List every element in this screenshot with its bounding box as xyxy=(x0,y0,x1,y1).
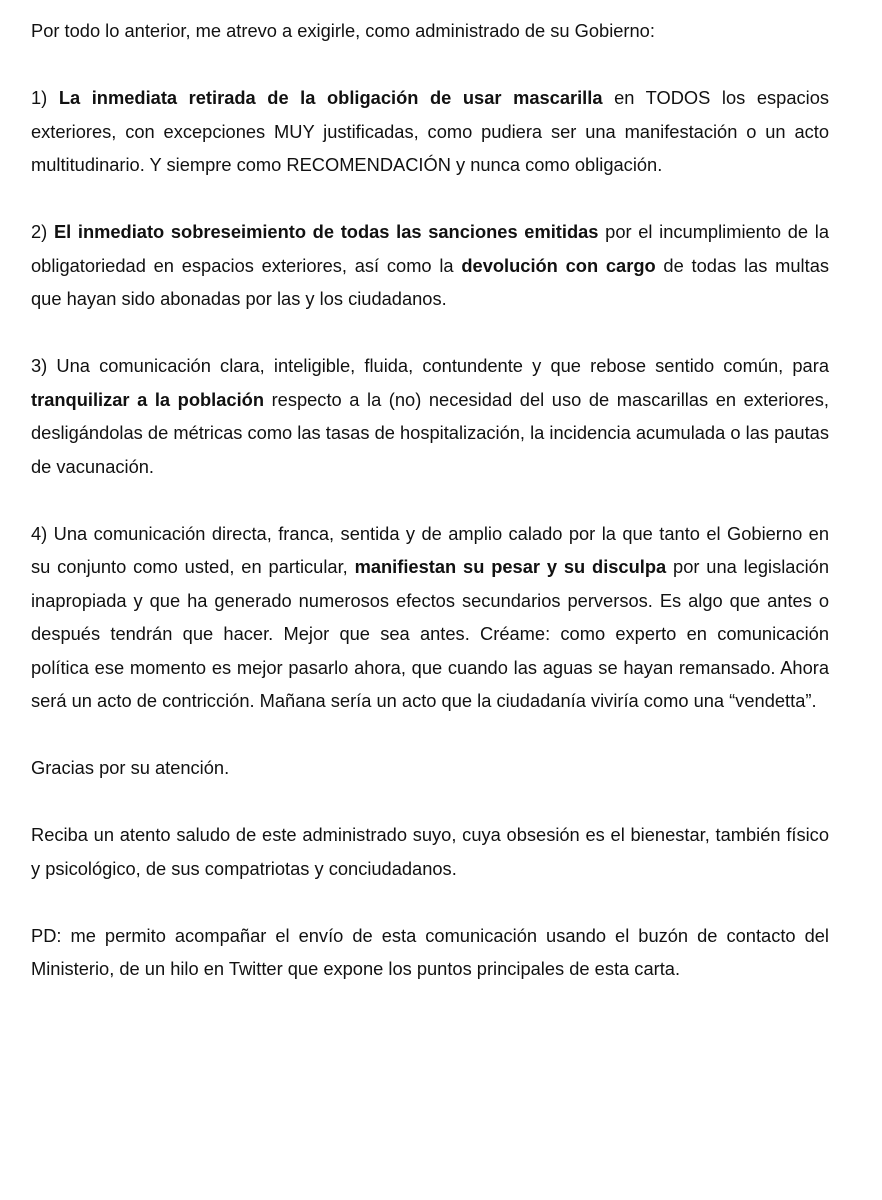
point-4-text-start: 4) Una comunicación directa, franca, sentida y de amplio calado por la que tanto el Gobierno en su conjunto como usted, en particular, xyxy=(31,522,829,577)
point-2-text-end: de todas las multas que hayan sido abonadas por las y los ciudadanos. xyxy=(31,254,829,309)
point-4-bold: manifiestan su pesar y su disculpa xyxy=(354,556,667,577)
point-3-bold: tranquilizar a la población xyxy=(31,388,264,410)
point-2-paragraph xyxy=(31,215,829,316)
point-2-bold-first: El inmediato sobreseimiento de todas las sanciones emitidas xyxy=(53,221,599,242)
thanks-text: Gracias por su atención. xyxy=(31,757,230,778)
point-1-prefix: 1) xyxy=(31,87,59,108)
point-2-bold-second: devolución con cargo xyxy=(461,254,656,276)
point-3-paragraph xyxy=(31,349,829,483)
point-3-text-start: 3) Una comunicación clara, inteligible, fluida, contundente y que rebose sentido común, para xyxy=(31,355,829,376)
intro-text: Por todo lo anterior, me atrevo a exigirle, como administrado de su Gobierno: xyxy=(31,20,655,41)
point-2-prefix: 2) xyxy=(31,221,54,242)
postscript-text: PD: me permito acompañar el envío de esta comunicación usando el buzón de contacto del Ministerio, de un hilo en Twitter que expone los puntos principales de esta carta. xyxy=(31,924,829,979)
point-3-text-end: respecto a la (no) necesidad del uso de mascarillas en exteriores, desligándolas de métricas como las tasas de hospitalización, la incidencia acumulada o las pautas de vacunación. xyxy=(31,388,829,477)
point-4-paragraph xyxy=(31,517,829,718)
point-1-bold: La inmediata retirada de la obligación de usar mascarilla xyxy=(58,87,603,108)
closing-text: Reciba un atento saludo de este administrado suyo, cuya obsesión es el bienestar, también físico y psicológico, de sus compatriotas y conciudadanos. xyxy=(31,824,829,879)
thanks-paragraph xyxy=(31,751,829,785)
point-2-text-mid: por el incumplimiento de la obligatoriedad en espacios exteriores, así como la xyxy=(31,221,829,276)
closing-paragraph xyxy=(31,818,829,885)
postscript-paragraph xyxy=(31,919,829,986)
letter-body xyxy=(31,14,829,1019)
point-1-paragraph xyxy=(31,81,829,182)
point-4-text-end: por una legislación inapropiada y que ha generado numerosos efectos secundarios perversos. Es algo que antes o después tendrán que hacer. Mejor que sea antes. Créame: como experto en comunicación política ese momento es mejor pasarlo ahora, que cuando las aguas se hayan remansado. Ahora será un acto de contricción. Mañana sería un acto que la ciudadanía viviría como una “vendetta”. xyxy=(31,556,830,711)
point-1-text: en TODOS los espacios exteriores, con excepciones MUY justificadas, como pudiera ser una manifestación o un acto multitudinario. Y siempre como RECOMENDACIÓN y nunca como obligación. xyxy=(31,87,829,175)
intro-paragraph xyxy=(31,14,829,48)
